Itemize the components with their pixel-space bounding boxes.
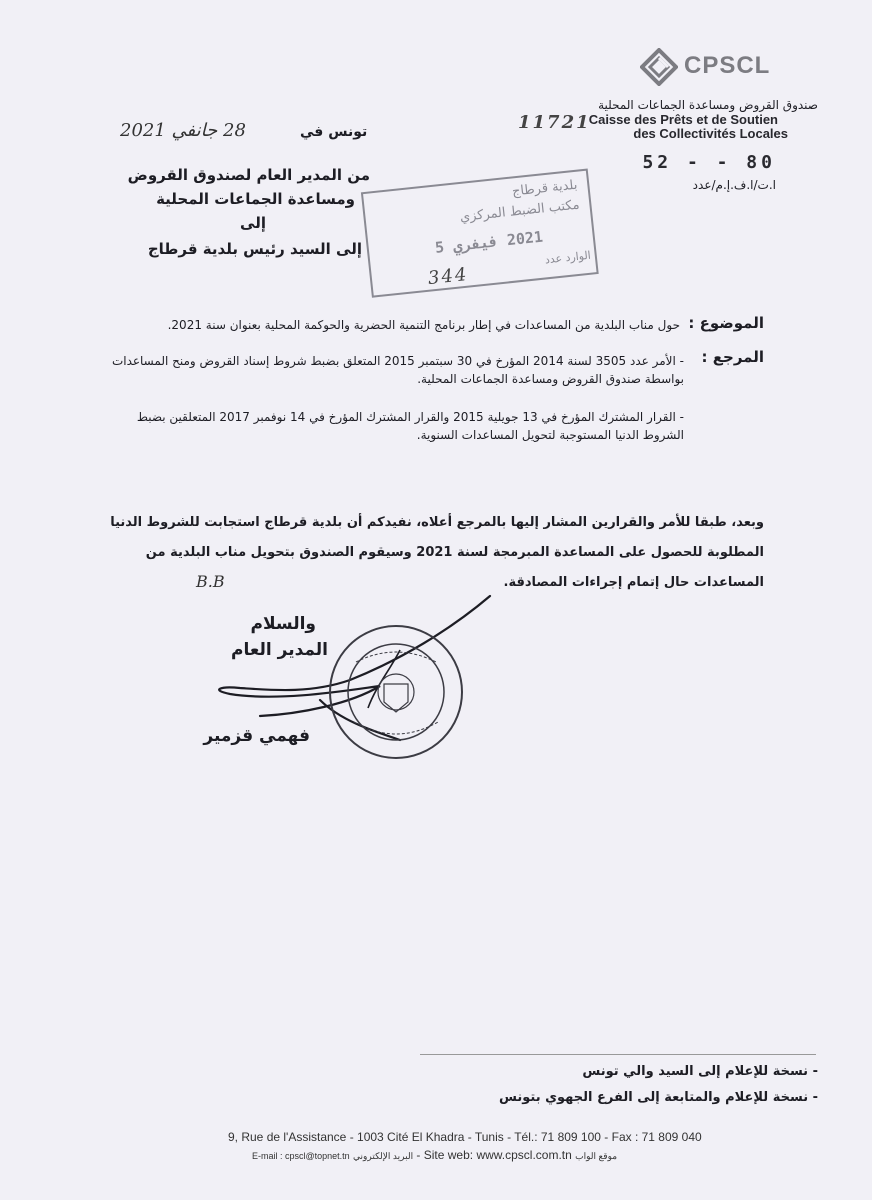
subject-text: حول مناب البلدية من المساعدات في إطار برنامج التنمية الحضرية والحوكمة المحلية بعنوان سنة 2021.	[167, 318, 680, 332]
footer-site: - Site web: www.cpscl.com.tn	[416, 1148, 572, 1162]
org-name-french-line2: des Collectivités Locales	[633, 126, 788, 141]
signer-name: فهمي قزمير	[203, 726, 310, 746]
cpscl-logo	[640, 46, 800, 90]
stamp-date: 2021 فيفري 5	[434, 227, 544, 257]
org-name-arabic: صندوق القروض ومساعدة الجماعات المحلية	[598, 98, 818, 112]
subject-label: الموضوع :	[688, 314, 764, 332]
handwritten-registration-number: 11721	[518, 112, 591, 133]
handwritten-date: 28 جانفي 2021	[120, 120, 246, 141]
letter-body: وبعد، طبقا للأمر والقرارين المشار إليها بالمرجع أعلاه، نفيدكم أن بلدية قرطاج استجابت للشروط الدنيا المطلوبة للحصول على المساعدة المبرمجة لسنة 2021 وسيقوم الصندوق بتحويل مناب البلدية من المساعدات حال إتمام إجراءات المصادقة.	[110, 515, 764, 590]
to-word: إلى	[240, 214, 266, 232]
footer-contact	[252, 1148, 617, 1162]
date-label: تونس في	[300, 124, 368, 140]
sender-line-1: من المدير العام لصندوق القروض	[127, 166, 370, 184]
reference-number: 52 - - 80	[642, 152, 776, 173]
footer-email-label-ar: البريد الإلكتروني	[353, 1151, 414, 1161]
reference-item: - الأمر عدد 3505 لسنة 2014 المؤرخ في 30 سبتمبر 2015 المتعلق بضبط شروط إسناد القروض ومنح المساعدات بواسطة صندوق القروض ومساعدة الجماعات المحلية.	[111, 354, 684, 386]
official-seal-icon	[326, 622, 466, 762]
sender-line-2: ومساعدة الجماعات المحلية	[156, 190, 355, 208]
stamp-line-1: بلدية قرطاج	[511, 177, 579, 200]
recipient-line: إلى السيد رئيس بلدية قرطاج	[147, 240, 362, 258]
footer-address: 9, Rue de l'Assistance - 1003 Cité El Khadra - Tunis - Tél.: 71 809 100 - Fax : 71 809 040	[228, 1130, 702, 1144]
footer-email: E-mail : cpscl@topnet.tn	[252, 1151, 350, 1161]
copy-recipient: - نسخة للإعلام والمتابعة إلى الفرع الجهوي بتونس	[499, 1090, 818, 1105]
logo-text: CPSCL	[684, 52, 771, 79]
references-label: المرجع :	[701, 348, 764, 366]
closing-salutation: والسلام	[250, 614, 316, 634]
signer-title: المدير العام	[231, 640, 328, 660]
stamp-handwritten-number: 344	[427, 263, 470, 290]
stamp-line-2: مكتب الضبط المركزي	[459, 197, 581, 226]
copies-divider	[420, 1054, 816, 1055]
copy-recipient: - نسخة للإعلام إلى السيد والي تونس	[582, 1064, 818, 1079]
footer-site-label-ar: موقع الواب	[575, 1151, 618, 1161]
stamp-line-4: الوارد عدد	[544, 248, 592, 267]
cpscl-logo-icon	[640, 48, 678, 86]
org-name-french-line1: Caisse des Prêts et de Soutien	[588, 112, 778, 127]
received-stamp	[361, 168, 601, 301]
reference-item: - القرار المشترك المؤرخ في 13 جويلية 2015 والقرار المشترك المؤرخ في 14 نوفمبر 2017 المتعلقين بضبط الشروط الدنيا المستوجبة لتحويل المساعدات السنوية.	[136, 410, 684, 442]
handwritten-initials: B.B	[196, 572, 225, 591]
reference-label: ا.ت/ا.ف.إ.م/عدد	[692, 178, 776, 192]
